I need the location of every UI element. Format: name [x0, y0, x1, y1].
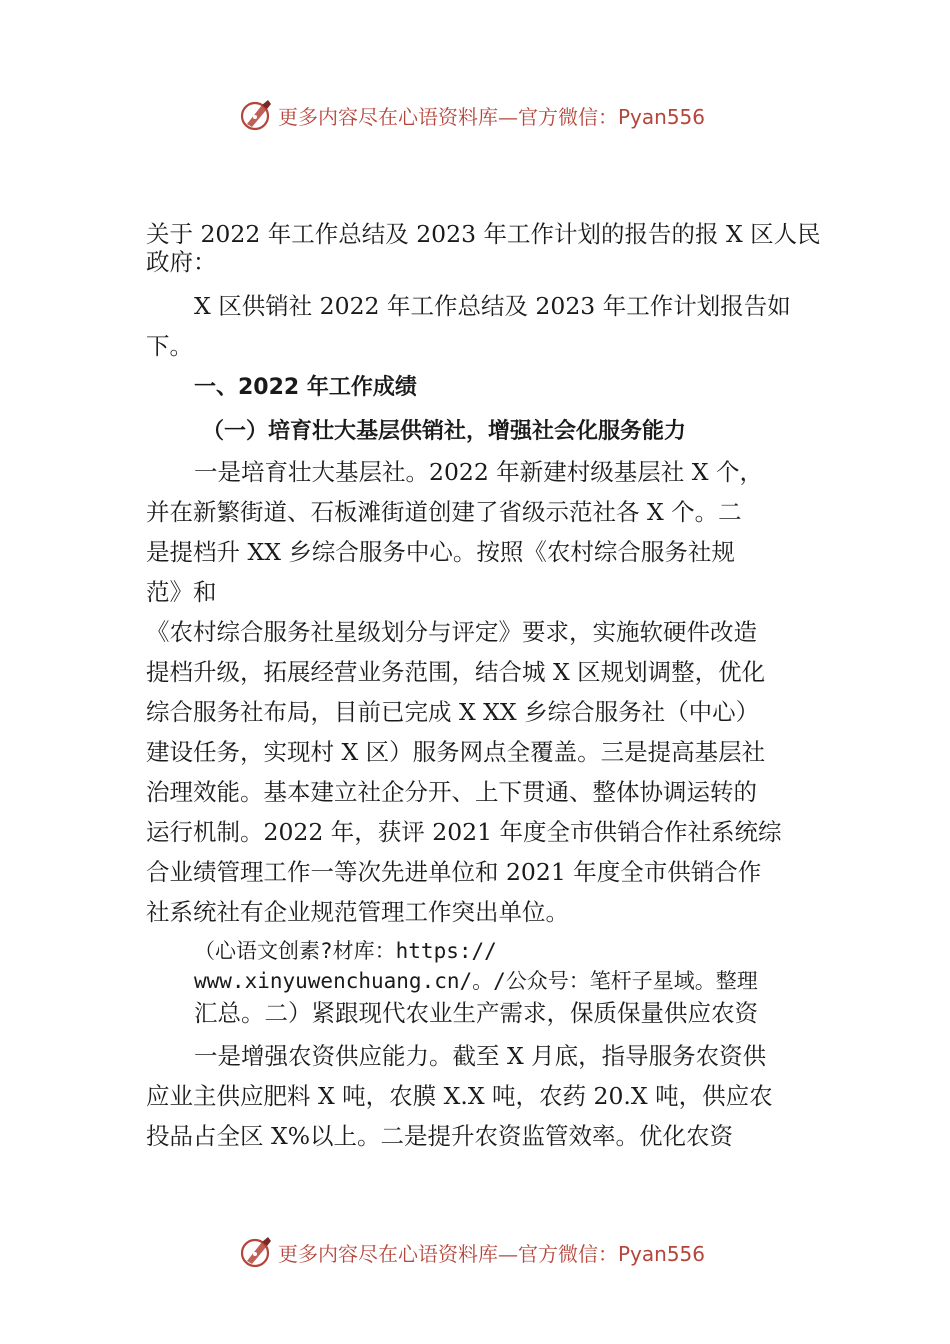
doc-line: 综合服务社布局，目前已完成 X XX 乡综合服务社（中心） [146, 698, 760, 726]
doc-line: 提档升级，拓展经营业务范围，结合城 X 区规划调整，优化 [146, 658, 766, 686]
watermark-site-name: 更多内容尽在心语资料库 [278, 104, 498, 129]
doc-line: 是提档升 XX 乡综合服务中心。按照《农村综合服务社规 [146, 538, 735, 566]
doc-line: 投品占全区 X%以上。二是提升农资监管效率。优化农资 [146, 1122, 734, 1150]
watermark-text [278, 1238, 705, 1267]
doc-line: （心语文创素?材库：https:// [194, 939, 497, 963]
doc-line: 一是培育壮大基层社。2022 年新建村级基层社 X 个， [194, 458, 763, 486]
section-heading: 一、2022 年工作成绩 [194, 375, 417, 400]
doc-line: 《农村综合服务社星级划分与评定》要求，实施软硬件改造 [146, 618, 757, 646]
doc-line: 汇总。二）紧跟现代农业生产需求，保质保量供应农资 [194, 999, 758, 1027]
doc-line: 应业主供应肥料 X 吨，农膜 X.X 吨，农药 20.X 吨，供应农 [146, 1082, 773, 1110]
watermark-label: 官方微信： [518, 1241, 618, 1266]
watermark-dash: — [498, 104, 518, 129]
pen-nib-logo-icon [238, 1234, 274, 1270]
doc-line: 并在新繁街道、石板滩街道创建了省级示范社各 X 个。二 [146, 498, 742, 526]
watermark-wechat-id: Pyan556 [618, 1241, 706, 1266]
doc-line: 合业绩管理工作一等次先进单位和 2021 年度全市供销合作 [146, 858, 762, 886]
doc-line: X 区供销社 2022 年工作总结及 2023 年工作计划报告如 [194, 292, 791, 320]
pen-nib-logo-icon [238, 97, 274, 133]
doc-line: 范》和 [146, 578, 217, 606]
doc-line: 社系统社有企业规范管理工作突出单位。 [146, 898, 569, 926]
watermark-banner-bottom [0, 1232, 950, 1272]
doc-line: 治理效能。基本建立社企分开、上下贯通、整体协调运转的 [146, 778, 757, 806]
doc-line: www.xinyuwenchuang.cn/。/公众号：笔杆子星域。整理 [194, 969, 758, 993]
doc-line: 建设任务，实现村 X 区）服务网点全覆盖。三是提高基层社 [146, 738, 766, 766]
subsection-heading: （一）培育壮大基层供销社，增强社会化服务能力 [202, 419, 687, 444]
watermark-wechat-id: Pyan556 [618, 104, 706, 129]
doc-line: 下。 [146, 332, 193, 360]
watermark-banner-top [0, 95, 950, 135]
watermark-site-name: 更多内容尽在心语资料库 [278, 1241, 498, 1266]
document-body [146, 214, 826, 1156]
doc-line: 运行机制。2022 年，获评 2021 年度全市供销合作社系统综 [146, 818, 782, 846]
watermark-label: 官方微信： [518, 104, 618, 129]
doc-line: 政府： [146, 248, 217, 276]
watermark-text [278, 101, 705, 130]
doc-line: 一是增强农资供应能力。截至 X 月底，指导服务农资供 [194, 1042, 767, 1070]
doc-line: 关于 2022 年工作总结及 2023 年工作计划的报告的报 X 区人民 [146, 220, 821, 248]
watermark-dash: — [498, 1241, 518, 1266]
